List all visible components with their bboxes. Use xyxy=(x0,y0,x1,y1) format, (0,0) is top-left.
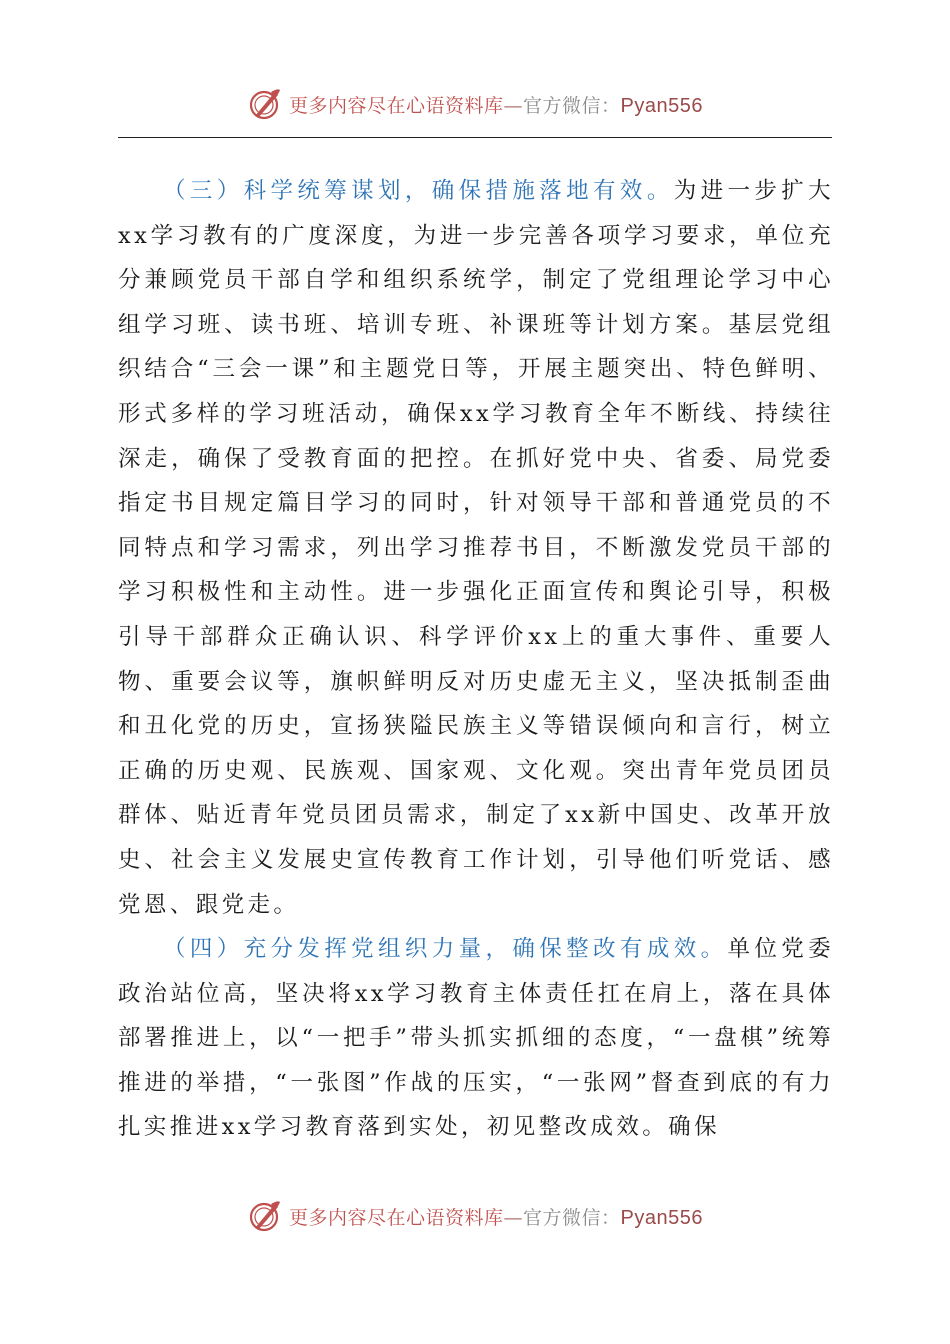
quill-logo-icon xyxy=(247,86,283,122)
header-divider xyxy=(118,137,832,138)
paragraph-3 xyxy=(118,169,834,927)
paragraph-3-heading: （三）科学统筹谋划，确保措施落地有效。 xyxy=(163,178,674,204)
paragraph-4-text: 单位党委政治站位高，坚决将xx学习教育主体责任扛在肩上，落在具体部署推进上，以“一把手”带头抓实抓细的态度，“一盘棋”统筹推进的举措，“一张图”作战的压实，“一张网”督查到底的有力扎实推进xx学习教育落到实处，初见整改成效。确保 xyxy=(118,936,834,1141)
header-banner xyxy=(0,84,950,124)
paragraph-4 xyxy=(118,927,834,1150)
paragraph-3-text: 为进一步扩大xx学习教有的广度深度，为进一步完善各项学习要求，单位充分兼顾党员干部自学和组织系统学，制定了党组理论学习中心组学习班、读书班、培训专班、补课班等计划方案。基层党组织结合“三会一课”和主题党日等，开展主题突出、特色鲜明、形式多样的学习班活动，确保xx学习教育全年不断线、持续往深走，确保了受教育面的把控。在抓好党中央、省委、局党委指定书目规定篇目学习的同时，针对领导干部和普通党员的不同特点和学习需求，列出学习推荐书目，不断激发党员干部的学习积极性和主动性。进一步强化正面宣传和舆论引导，积极引导干部群众正确认识、科学评价xx上的重大事件、重要人物、重要会议等，旗帜鲜明反对历史虚无主义，坚决抵制歪曲和丑化党的历史，宣扬狭隘民族主义等错误倾向和言行，树立正确的历史观、民族观、国家观、文化观。突出青年党员团员群体、贴近青年党员团员需求，制定了xx新中国史、改革开放史、社会主义发展史宣传教育工作计划，引导他们听党话、感党恩、跟党走。 xyxy=(118,178,834,918)
quill-logo-icon xyxy=(247,1198,283,1234)
document-body xyxy=(118,169,834,1150)
footer-banner xyxy=(0,1196,950,1236)
footer-banner-text: 更多内容尽在心语资料库—官方微信：Pyan556 xyxy=(289,1206,703,1229)
paragraph-4-heading: （四）充分发挥党组织力量，确保整改有成效。 xyxy=(163,936,728,963)
header-banner-text: 更多内容尽在心语资料库—官方微信：Pyan556 xyxy=(289,94,703,117)
